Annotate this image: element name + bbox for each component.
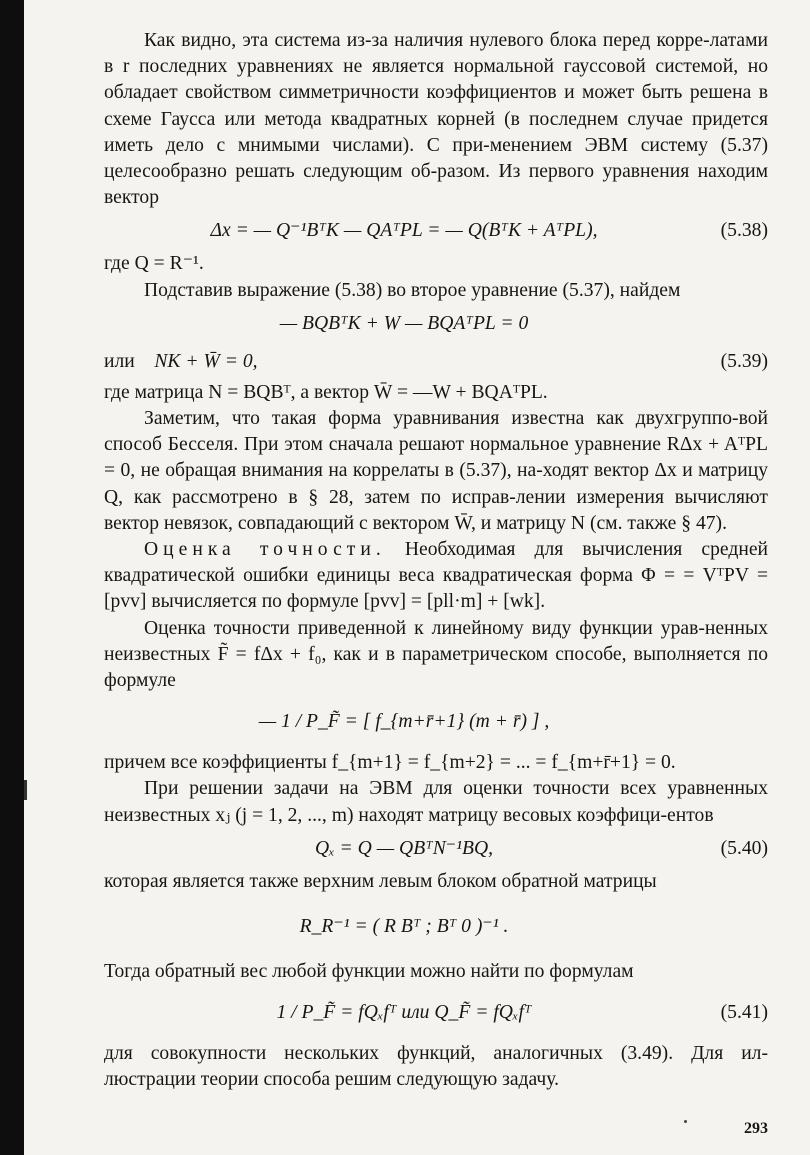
equation-5-39-number: (5.39) — [720, 350, 768, 372]
equation-5-39-prefix: или — [104, 350, 135, 372]
ink-speck — [684, 1120, 687, 1123]
equation-5-41-number: (5.41) — [720, 1002, 768, 1024]
paragraph-accuracy — [104, 537, 768, 616]
section-heading-accuracy: Оценка точности. — [144, 539, 386, 561]
equation-block-matrix — [104, 895, 768, 959]
edge-mark — [24, 780, 27, 800]
paragraph-matrix-n: где матрица N = BQBᵀ, а вектор W̄ = —W + BQAᵀPL. — [104, 381, 548, 403]
equation-5-41 — [104, 985, 768, 1041]
paragraph-inverse-block: которая является также верхним левым блоком обратной матрицы — [104, 870, 657, 892]
paragraph-bessel: Заметим, что такая форма уравнивания известна как двухгруппо-вой способ Бесселя. При этом сначала решают нормальное уравнение RΔx + AᵀPL = 0, не обращая внимания на коррелаты в (5.37), на-ходят вектор Δx и матрицу Q, как рассмотрено в § 28, затем по исправ-лении измерения вычисляют вектор невязок, совпадающий с вектором W̄, и матрицу N (см. также § 47). — [104, 408, 768, 534]
equation-block-matrix-body: R_R⁻¹ = ( R Bᵀ ; Bᵀ 0 )⁻¹ . — [299, 916, 509, 938]
equation-inverse-weight-body: — 1 / P_F̃ = [ f_{m+r̄+1} (m + r̄) ] , — [258, 711, 550, 733]
paragraph-conclusion: для совокупности нескольких функций, аналогичных (3.49). Для ил-люстрации теории способа решим следующую задачу. — [104, 1043, 768, 1091]
equation-5-39 — [104, 344, 768, 380]
paragraph-computer-solution: При решении задачи на ЭВМ для оценки точности всех уравненных неизвестных xⱼ (j = 1, 2, ..., m) находят матрицу весовых коэффици-ентов — [104, 778, 768, 826]
equation-5-38-number: (5.38) — [720, 220, 768, 242]
equation-intermediate-body: — BQBᵀK + W — BQAᵀPL = 0 — [279, 312, 529, 334]
equation-inverse-weight — [104, 694, 768, 750]
page-left-edge — [0, 0, 24, 1155]
page-number: 293 — [744, 1119, 768, 1137]
paragraph-coefficients: причем все коэффициенты f_{m+1} = f_{m+2} = ... = f_{m+r̄+1} = 0. — [104, 752, 676, 774]
equation-5-40-number: (5.40) — [720, 837, 768, 859]
paragraph-function-accuracy: Оценка точности приведенной к линейному виду функции урав-ненных неизвестных F̃ = fΔx + f₀, как и в параметрическом способе, выполняется по формуле — [104, 617, 768, 692]
page-content — [104, 28, 768, 1142]
equation-5-41-body: 1 / P_F̃ = fQₓfᵀ или Q_F̃ = fQₓfᵀ — [276, 1002, 532, 1024]
equation-5-38-body: Δx = — Q⁻¹BᵀK — QAᵀPL = — Q(BᵀK + AᵀPL), — [210, 220, 598, 242]
paragraph-accuracy-text: Необходимая для вычисления средней квадратической ошибки единицы веса квадратическая форма Φ = = VᵀPV = [pvv] вычисляется по формуле [pvv] = [pll·m] + [wk]. — [104, 539, 769, 613]
paragraph-substitution: Подставив выражение (5.38) во второе уравнение (5.37), найдем — [144, 279, 681, 301]
paragraph-inverse-weight-any: Тогда обратный вес любой функции можно найти по формулам — [104, 961, 634, 983]
paragraph-q-definition: где Q = R⁻¹. — [104, 253, 204, 275]
equation-5-39-body: NK + W̄ = 0, — [154, 350, 258, 372]
equation-5-38 — [104, 211, 768, 251]
equation-intermediate — [104, 304, 768, 344]
paragraph-intro: Как видно, эта система из-за наличия нулевого блока перед корре-латами в r последних уравнениях не является нормальной гауссовой системой, но обладает свойством симметричности коэффициентов и может быть решена в схеме Гаусса или метода квадратных корней (в последнем случае придется иметь дело с мнимыми числами). С при-менением ЭВМ систему (5.37) целесообразно решать следующим об-разом. Из первого уравнения находим вектор — [104, 30, 768, 209]
equation-5-40 — [104, 829, 768, 869]
equation-5-40-body: Qₓ = Q — QBᵀN⁻¹BQ, — [314, 837, 494, 859]
